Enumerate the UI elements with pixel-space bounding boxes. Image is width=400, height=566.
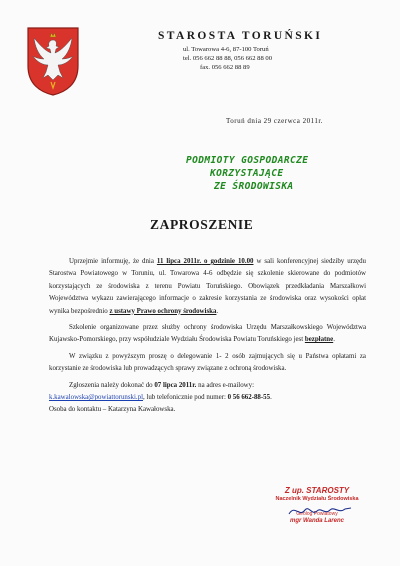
office-phones: tel. 056 662 88 88, 056 662 88 00 xyxy=(183,55,273,62)
paragraph-2 xyxy=(49,322,366,347)
office-fax: fax. 056 662 88 89 xyxy=(200,64,250,71)
p4-text-a: Zgłoszenia należy dokonać do xyxy=(69,381,155,389)
recipient-line-3: ZE ŚRODOWISKA xyxy=(214,181,294,192)
contact-email-link[interactable]: k.kawalowska@powiattorunski.pl xyxy=(49,394,143,402)
p1-text-c: . xyxy=(216,307,219,315)
office-address: ul. Towarowa 4-6, 87-100 Toruń xyxy=(183,46,269,53)
law-reference: z ustawy Prawo ochrony środowiska xyxy=(109,307,217,315)
p2-text-a: Szkolenie organizowane przez służby ochrony środowiska Urzędu Marszałkowskiego Województwa Kujawsko-Pomorskiego, przy współudziale Wydziału Środowiska Powiatu Toruńskiego jest xyxy=(49,324,366,344)
training-date: 11 lipca 2011r. o godzinie 10.00 xyxy=(156,258,254,265)
office-title: STAROSTA TORUŃSKI xyxy=(158,30,323,42)
letter-heading: ZAPROSZENIE xyxy=(150,217,254,232)
contact-phone: 0 56 662-88-55 xyxy=(227,394,271,402)
p1-text-a: Uprzejmie informuję, że dnia xyxy=(69,258,157,265)
p5-text-a: , lub telefonicznie pod numer: xyxy=(143,394,228,402)
coat-of-arms-eagle-icon xyxy=(26,26,80,96)
letter-date: Toruń dnia 29 czerwca 2011r. xyxy=(226,117,324,125)
p1-text-b: w sali konferencyjnej siedziby urzędu Starostwa Powiatowego w Toruniu, ul. Towarowa 4-6 odbędzie się szkolenie skierowane do podmiotów korzystających ze środowiska z terenu Powiatu Toruńskiego. Obowiązek przedkładania Marszałkowi Województwa wykazu zawierającego informacje o zakresie korzystania ze środowiska oraz wysokości opłat wynika bezpośrednio xyxy=(49,258,366,315)
paragraph-1 xyxy=(49,256,366,318)
paragraph-3: W związku z powyższym proszę o delegowanie 1- 2 osób zajmujących się u Państwa opłatami za korzystanie ze środowiska lub prowadzących sprawy związane z ochroną środowiska. xyxy=(49,352,366,373)
signature-line-4: mgr Wanda Larenc xyxy=(290,518,344,524)
letter-body xyxy=(49,256,366,417)
free-of-charge: bezpłatne xyxy=(304,336,334,344)
registration-deadline: 07 lipca 2011r. xyxy=(154,381,197,389)
paragraph-6: Osoba do kontaktu – Katarzyna Kawałowska. xyxy=(49,406,176,414)
recipient-line-2: KORZYSTAJĄCE xyxy=(210,168,284,179)
recipient-line-1: PODMIOTY GOSPODARCZE xyxy=(186,155,309,166)
paragraph-4 xyxy=(49,380,366,392)
paragraph-5 xyxy=(49,392,366,404)
signature-line-3: Geolog Powiatowy xyxy=(296,511,338,517)
p2-text-b: . xyxy=(333,336,335,344)
handwritten-signature xyxy=(285,502,355,520)
signature-line-2: Naczelnik Wydziału Środowiska xyxy=(275,496,359,502)
p5-text-b: . xyxy=(270,394,272,402)
p4-text-b: na adres e-mailowy: xyxy=(196,381,254,389)
signature-line-1: Z up. STAROSTY xyxy=(284,486,350,495)
